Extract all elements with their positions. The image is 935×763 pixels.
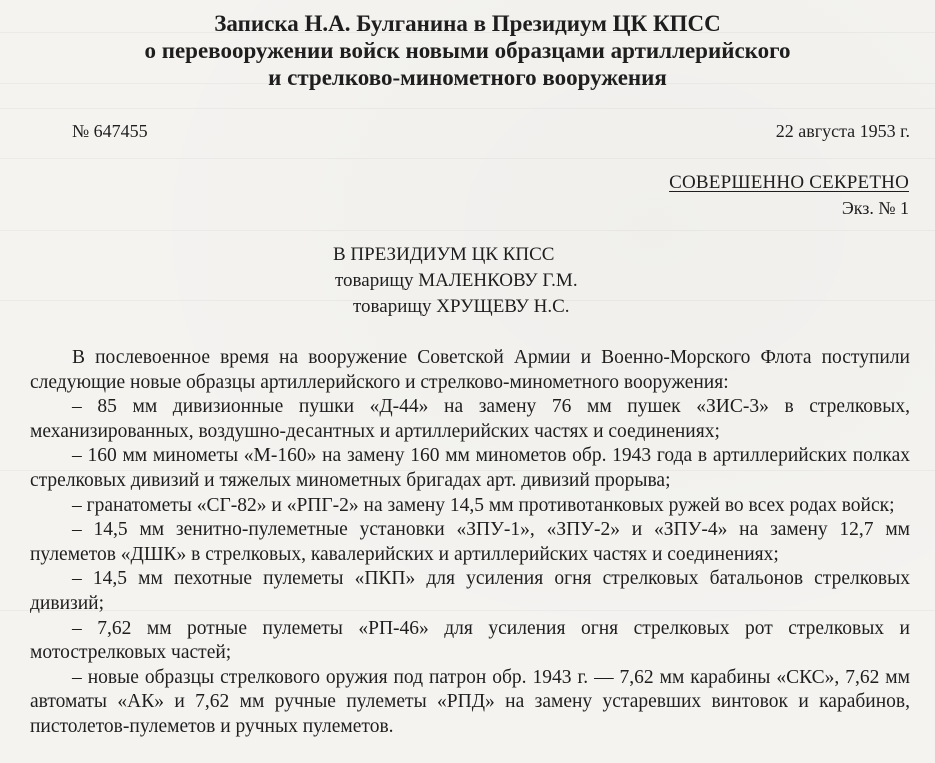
document-number: № 647455 xyxy=(72,121,148,141)
addressee-line-3: товарищу ХРУЩЕВУ Н.С. xyxy=(353,296,570,317)
addressee-line-2: товарищу МАЛЕНКОВУ Г.М. xyxy=(335,270,578,291)
document-body xyxy=(30,346,910,740)
body-intro-paragraph: В послевоенное время на вооружение Советской Армии и Военно-Морского Флота поступили следующие новые образцы артиллерийского и стрелково-минометного вооружения: xyxy=(30,347,910,393)
document-date: 22 августа 1953 г. xyxy=(775,121,910,141)
list-item: – 160 мм минометы «М-160» на замену 160 мм минометов обр. 1943 года в артиллерийских полках стрелковых дивизий и тяжелых минометных бригадах арт. дивизий прорыва; xyxy=(30,445,910,491)
list-item: – 85 мм дивизионные пушки «Д-44» на замену 76 мм пушек «ЗИС-3» в стрелковых, механизированных, воздушно-десантных и артиллерийских частях и соединениях; xyxy=(30,396,910,442)
list-item: – новые образцы стрелкового оружия под патрон обр. 1943 г. — 7,62 мм карабины «СКС», 7,62 мм автоматы «АК» и 7,62 мм ручные пулеметы «РПД» на замену устаревших винтовок и карабинов, пистолетов-пулеметов и ручных пулеметов. xyxy=(30,666,910,737)
list-item: – 14,5 мм пехотные пулеметы «ПКП» для усиления огня стрелковых батальонов стрелковых дивизий; xyxy=(30,568,910,614)
list-item: – гранатометы «СГ-82» и «РПГ-2» на замену 14,5 мм противотанковых ружей во всех родах войск; xyxy=(72,494,895,516)
classification-stamp: СОВЕРШЕННО СЕКРЕТНО xyxy=(669,172,909,193)
list-item: – 7,62 мм ротные пулеметы «РП-46» для усиления огня стрелковых рот стрелковых и мотострелковых частей; xyxy=(30,617,910,664)
bleed-through-line xyxy=(0,158,935,159)
title-line-3: и стрелково-минометного вооружения xyxy=(268,65,667,90)
document-meta-row xyxy=(72,121,910,142)
title-line-1: Записка Н.А. Булганина в Президиум ЦК КПСС xyxy=(214,11,721,36)
bleed-through-line xyxy=(0,108,935,109)
list-item: – 14,5 мм зенитно-пулеметные установки «ЗПУ-1», «ЗПУ-2» и «ЗПУ-4» на замену 12,7 мм пулеметов «ДШК» в стрелковых, кавалерийских и артиллерийских частях и соединениях; xyxy=(30,519,910,565)
copy-number: Экз. № 1 xyxy=(841,198,909,218)
title-line-2: о перевооружении войск новыми образцами артиллерийского xyxy=(144,38,791,63)
addressee-line-1: В ПРЕЗИДИУМ ЦК КПСС xyxy=(333,244,555,265)
bleed-through-line xyxy=(0,230,935,231)
document-title xyxy=(0,10,935,91)
